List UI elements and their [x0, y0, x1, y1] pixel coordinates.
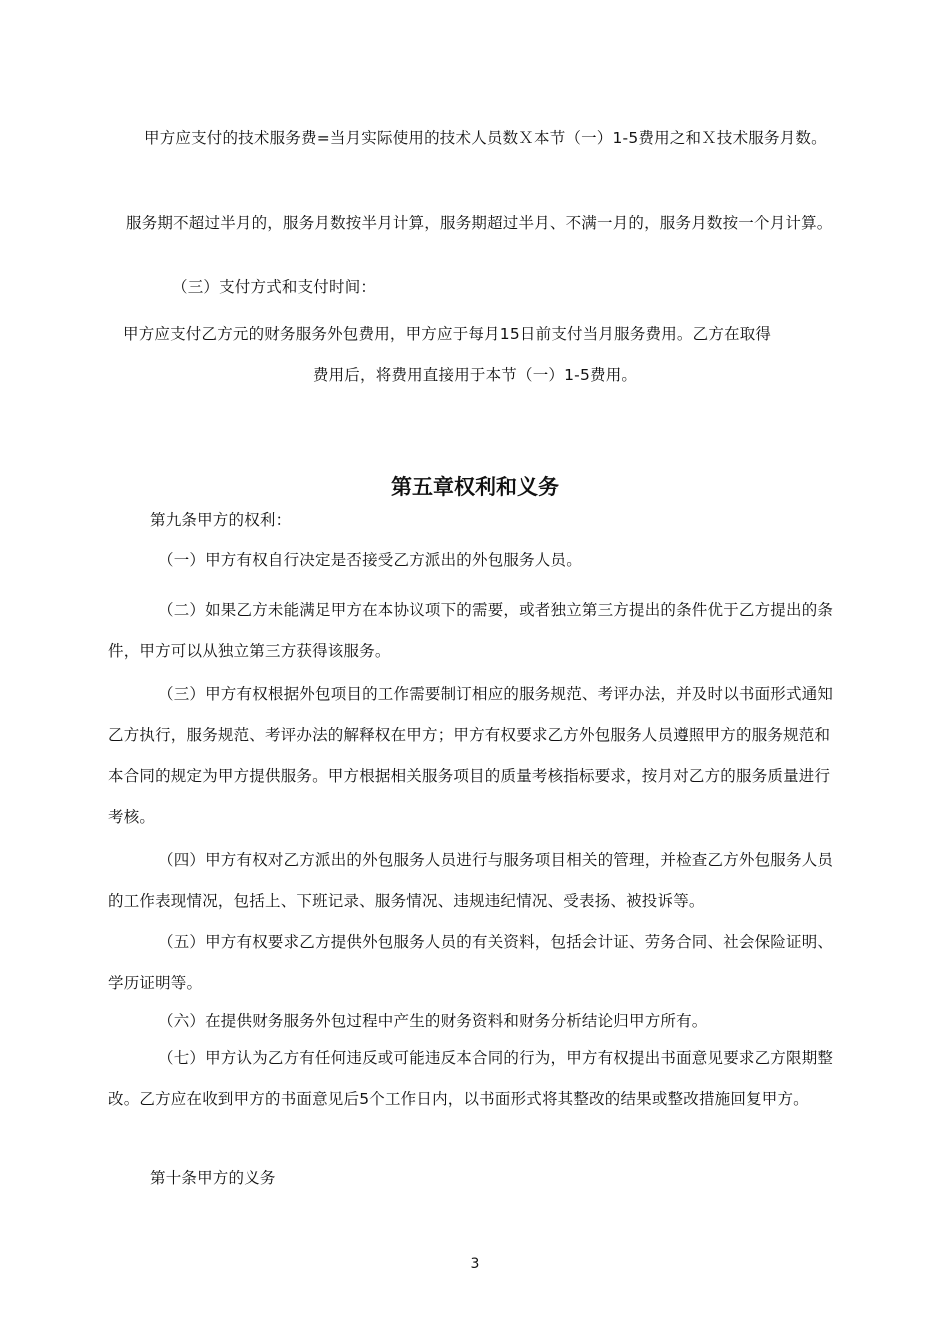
rights-item: （三）甲方有权根据外包项目的工作需要制订相应的服务规范、考评办法，并及时以书面形式通知乙方执行，服务规范、考评办法的解释权在甲方；甲方有权要求乙方外包服务人员遵照甲方的服务规范和本合同的规定为甲方提供服务。甲方根据相关服务项目的质量考核指标要求，按月对乙方的服务质量进行考核。 — [108, 685, 834, 826]
paragraph-tech-fee: 甲方应支付的技术服务费=当月实际使用的技术人员数Ｘ本节（一）1-5费用之和Ｘ技术服务月数。 — [144, 129, 827, 147]
rights-item: （六）在提供财务服务外包过程中产生的财务资料和财务分析结论归甲方所有。 — [158, 1012, 708, 1030]
chapter-heading: 第五章权利和义务 — [391, 474, 559, 500]
article-9-title: 第九条甲方的权利： — [150, 511, 292, 529]
paragraph-payment-line2: 费用后，将费用直接用于本节（一）1-5费用。 — [312, 366, 638, 384]
paragraph-payment-line1: 甲方应支付乙方元的财务服务外包费用，甲方应于每月15日前支付当月服务费用。乙方在取得 — [123, 325, 772, 343]
paragraph-service-months: 服务期不超过半月的，服务月数按半月计算，服务期超过半月、不满一月的，服务月数按一个月计算。 — [126, 214, 833, 232]
page-number: 3 — [470, 1256, 480, 1272]
rights-item: （五）甲方有权要求乙方提供外包服务人员的有关资料，包括会计证、劳务合同、社会保险证明、学历证明等。 — [108, 933, 834, 992]
section-payment-method: （三）支付方式和支付时间： — [172, 278, 377, 296]
article-10-title: 第十条甲方的义务 — [150, 1169, 276, 1187]
rights-item: （二）如果乙方未能满足甲方在本协议项下的需要，或者独立第三方提出的条件优于乙方提出的条件，甲方可以从独立第三方获得该服务。 — [108, 601, 834, 660]
rights-item: （一）甲方有权自行决定是否接受乙方派出的外包服务人员。 — [158, 551, 582, 569]
rights-item: （七）甲方认为乙方有任何违反或可能违反本合同的行为，甲方有权提出书面意见要求乙方限期整改。乙方应在收到甲方的书面意见后5个工作日内，以书面形式将其整改的结果或整改措施回复甲方。 — [108, 1049, 834, 1108]
rights-item: （四）甲方有权对乙方派出的外包服务人员进行与服务项目相关的管理，并检查乙方外包服务人员的工作表现情况，包括上、下班记录、服务情况、违规违纪情况、受表扬、被投诉等。 — [108, 851, 834, 910]
